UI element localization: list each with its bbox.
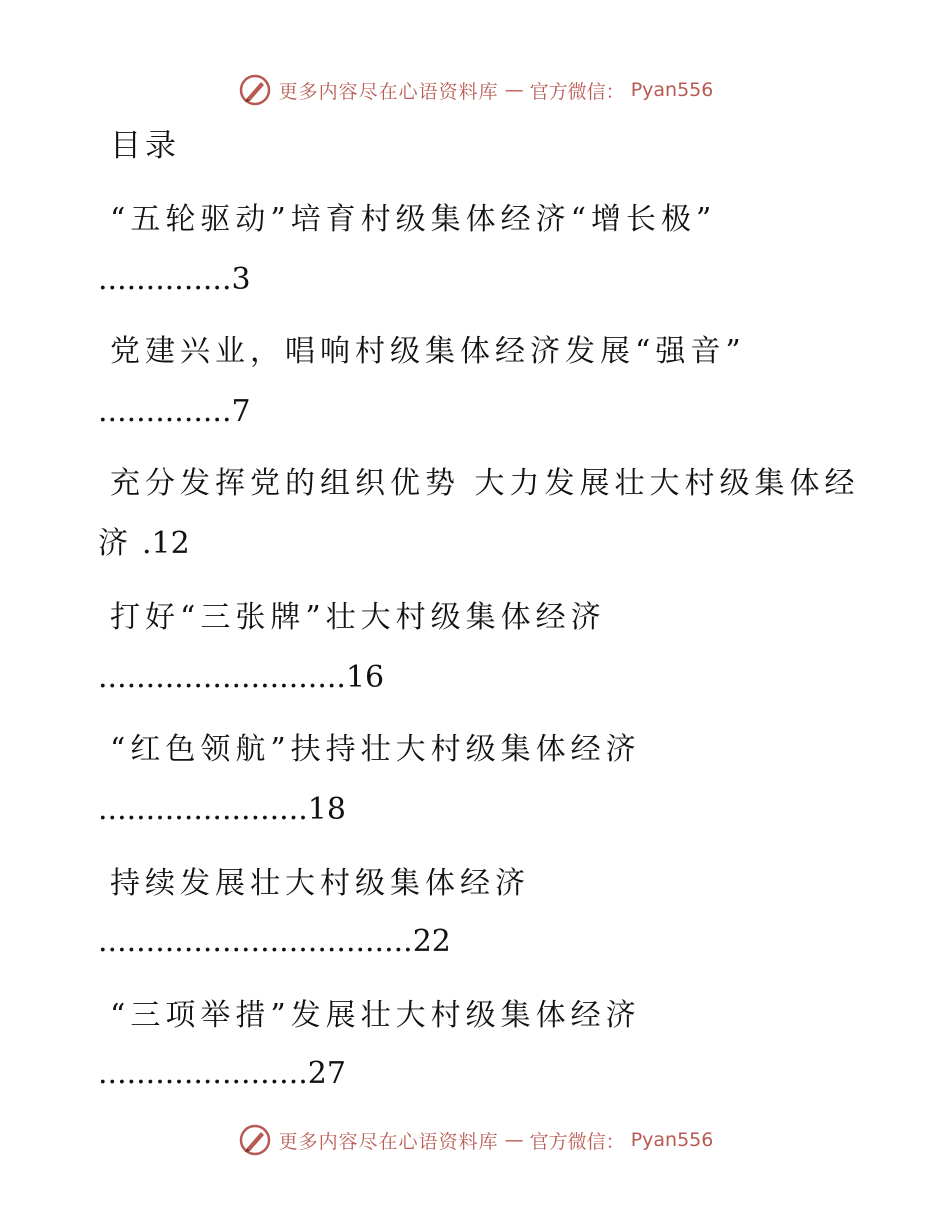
toc-dots: ...................... [98, 792, 308, 827]
toc-entry-title: 打好“三张牌”壮大村级集体经济 [110, 600, 606, 635]
toc-entry-leader [98, 920, 451, 964]
toc-entry-leader [98, 656, 384, 700]
toc-entry-leader [98, 522, 190, 566]
toc-page-number: 3 [231, 262, 251, 297]
toc-entry-title: “三项举措”发展壮大村级集体经济 [110, 998, 641, 1033]
watermark-wechat-id: Pyan556 [630, 1129, 714, 1151]
toc-entry-leader [98, 258, 251, 302]
pen-logo-icon [237, 72, 273, 108]
toc-dots: ...................... [98, 1056, 308, 1091]
toc-entry-title-continuation: 济 [98, 526, 128, 561]
toc-page-number: 16 [345, 660, 385, 695]
toc-dots: .............. [98, 394, 232, 429]
watermark-wechat-label: 官方微信： [529, 1130, 625, 1153]
toc-entry-title: “五轮驱动”培育村级集体经济“增长极” [110, 202, 717, 237]
watermark-separator: — [504, 79, 524, 101]
footer-watermark [0, 1118, 950, 1162]
toc-entry-title: 党建兴业，唱响村级集体经济发展“强音” [110, 334, 746, 369]
toc-dots: ................................. [98, 924, 413, 959]
toc-page-number: 18 [307, 792, 346, 827]
toc-dots: . [142, 526, 152, 561]
toc-page-number: 7 [231, 394, 251, 429]
watermark-text: 更多内容尽在心语资料库 [278, 80, 499, 103]
watermark-text: 更多内容尽在心语资料库 [278, 1130, 499, 1153]
toc-entry-leader [98, 788, 346, 832]
toc-dots: .......................... [98, 660, 346, 695]
toc-dots: .............. [98, 262, 232, 297]
toc-entry-leader [98, 390, 251, 434]
header-watermark [0, 68, 950, 112]
toc-page-number: 12 [151, 526, 190, 561]
toc-page-number: 22 [412, 924, 451, 959]
toc-entry-title: 持续发展壮大村级集体经济 [110, 866, 530, 901]
watermark-wechat-label: 官方微信： [529, 80, 625, 103]
watermark-wechat-id: Pyan556 [630, 79, 714, 101]
toc-entry-leader [98, 1052, 346, 1096]
toc-title: 目录 [110, 128, 180, 164]
toc-entry-title: 充分发挥党的组织优势 大力发展壮大村级集体经 [110, 466, 860, 501]
pen-logo-icon [237, 1122, 273, 1158]
toc-entry-title: “红色领航”扶持壮大村级集体经济 [110, 732, 641, 767]
watermark-separator: — [504, 1129, 524, 1151]
toc-page-number: 27 [307, 1056, 346, 1091]
